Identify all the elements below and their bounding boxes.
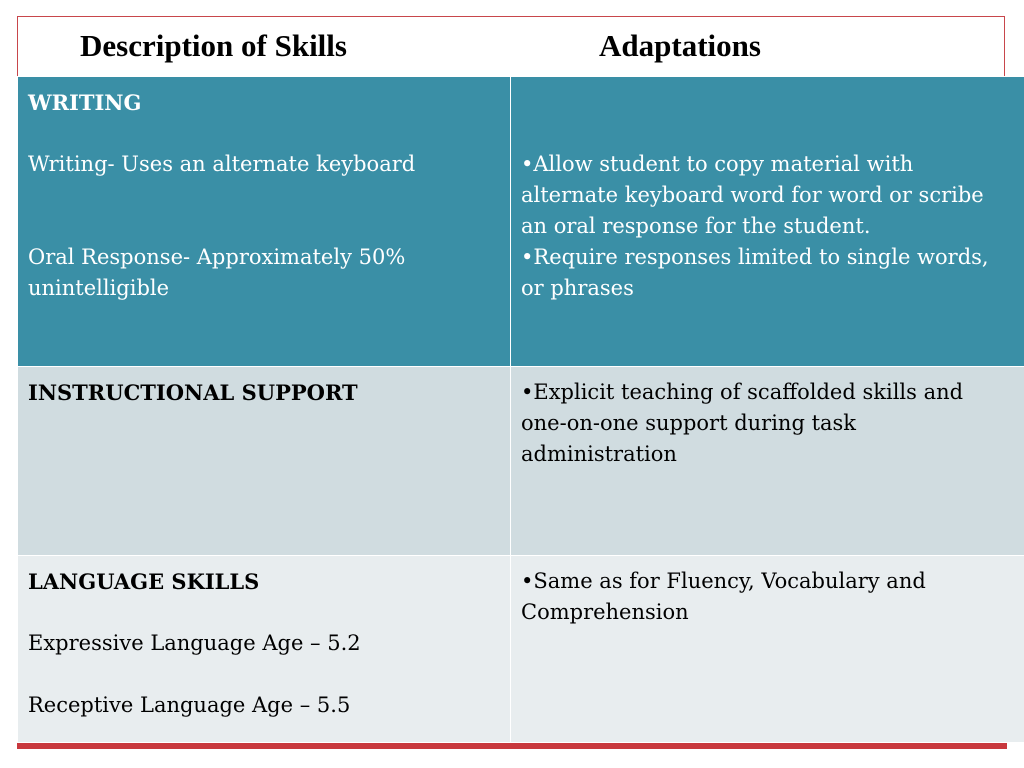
table-row-language-skills bbox=[18, 556, 1024, 743]
detail-writing-keyboard: Writing- Uses an alternate keyboard bbox=[28, 152, 416, 176]
row-heading-writing: WRITING bbox=[28, 90, 142, 115]
header-adaptations: Adaptations bbox=[599, 28, 761, 63]
header-description-of-skills: Description of Skills bbox=[80, 28, 347, 63]
adaptation-limited-responses: •Require responses limited to single words, or phrases bbox=[521, 245, 989, 300]
description-cell-language-skills bbox=[18, 556, 511, 743]
adaptation-same-as-fluency: •Same as for Fluency, Vocabulary and Comprehension bbox=[521, 569, 926, 624]
adaptation-explicit-teaching: •Explicit teaching of scaffolded skills and one-on-one support during task administration bbox=[521, 380, 964, 466]
bottom-accent-bar bbox=[17, 743, 1007, 749]
adaptation-cell-writing bbox=[511, 77, 1024, 367]
table-row-instructional-support bbox=[18, 367, 1024, 556]
row-heading-language-skills: LANGUAGE SKILLS bbox=[28, 569, 260, 594]
detail-expressive-language: Expressive Language Age – 5.2 bbox=[28, 631, 361, 655]
description-cell-writing bbox=[18, 77, 511, 367]
adaptation-cell-language-skills bbox=[511, 556, 1024, 743]
skills-table bbox=[17, 76, 1024, 743]
detail-oral-response: Oral Response- Approximately 50% unintelligible bbox=[28, 245, 406, 300]
adaptation-copy-material: •Allow student to copy material with alternate keyboard word for word or scribe an oral response for the student. bbox=[521, 152, 984, 238]
detail-receptive-language: Receptive Language Age – 5.5 bbox=[28, 693, 351, 717]
row-heading-instructional-support: INSTRUCTIONAL SUPPORT bbox=[28, 380, 358, 405]
adaptation-cell-instructional-support bbox=[511, 367, 1024, 556]
table-row-writing bbox=[18, 77, 1024, 367]
description-cell-instructional-support bbox=[18, 367, 511, 556]
table-header bbox=[17, 28, 1005, 72]
